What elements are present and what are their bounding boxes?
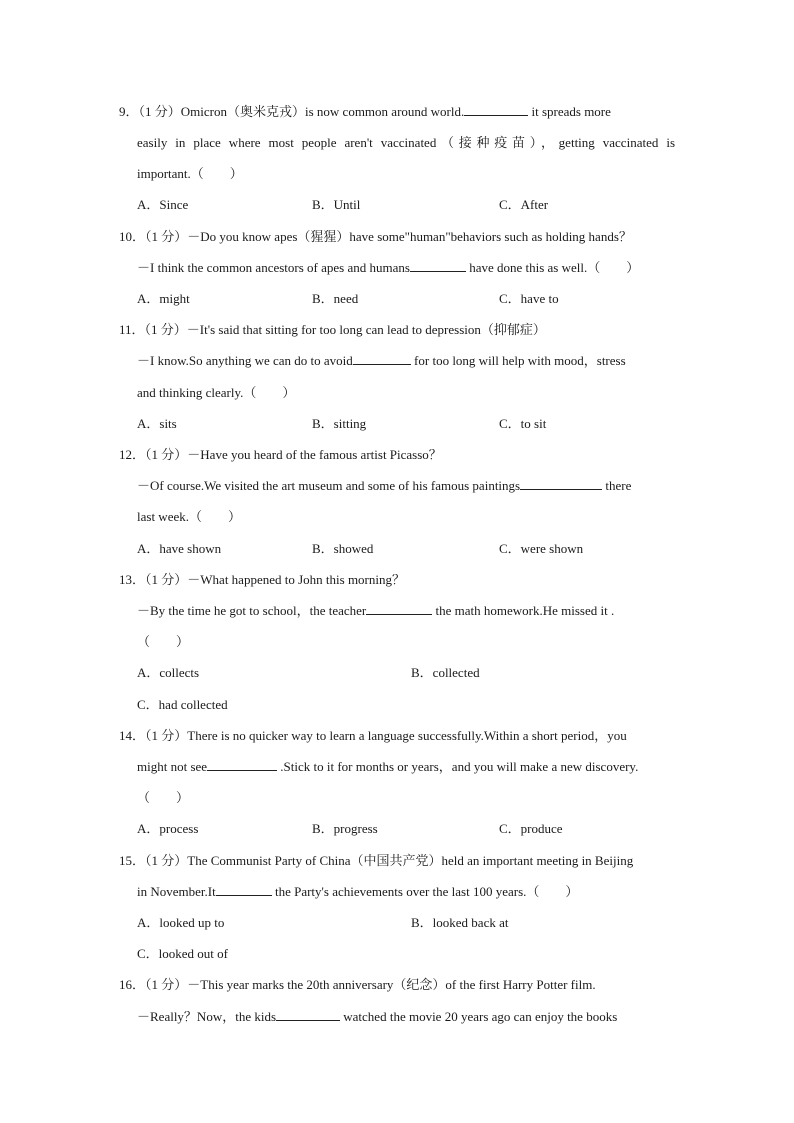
option-b[interactable]: B．showed [312, 541, 374, 556]
option-c[interactable]: C．to sit [499, 416, 547, 431]
answer-blank [410, 260, 466, 272]
option-b[interactable]: B．sitting [312, 416, 367, 431]
question-10-line-2: －I think the common ancestors of apes and humans have done this as well.（ ） [137, 260, 640, 275]
question-11-line-1: 11．（1 分）－It's said that sitting for too long can lead to depression（抑郁症） [119, 322, 546, 337]
question-12-line-1: 12．（1 分）－Have you heard of the famous artist Picasso？ [119, 447, 442, 462]
option-b[interactable]: B．looked back at [411, 915, 509, 930]
question-9-line-1: 9．（1 分）Omicron（奥米克戎）is now common around world. it spreads more [119, 104, 611, 119]
question-12-line-3: last week.（ ） [137, 509, 241, 524]
option-c[interactable]: C．were shown [499, 541, 584, 556]
question-13-line-1: 13．（1 分）－What happened to John this morning？ [119, 572, 405, 587]
question-11-line-3: and thinking clearly.（ ） [137, 385, 296, 400]
answer-blank [216, 884, 272, 896]
question-11-line-2: －I know.So anything we can do to avoid for too long will help with mood，stress [137, 353, 626, 368]
answer-blank [207, 759, 277, 771]
option-a[interactable]: A．might [137, 291, 190, 306]
option-c[interactable]: C．have to [499, 291, 559, 306]
answer-blank [353, 353, 411, 365]
question-15-line-1: 15．（1 分）The Communist Party of China（中国共产党）held an important meeting in Beijing [119, 853, 634, 868]
option-a[interactable]: A．sits [137, 416, 177, 431]
option-b[interactable]: B．Until [312, 197, 361, 212]
option-a[interactable]: A．process [137, 821, 199, 836]
option-c[interactable]: C．produce [499, 821, 563, 836]
option-c[interactable]: C．After [499, 197, 549, 212]
question-15-line-2: in November.It the Party's achievements over the last 100 years.（ ） [137, 884, 579, 899]
answer-blank [276, 1009, 340, 1021]
answer-blank [464, 104, 528, 116]
question-16-line-2: －Really？Now，the kids watched the movie 20 years ago can enjoy the books [137, 1009, 618, 1024]
question-14-line-3: （ ） [137, 790, 190, 805]
question-13-line-2: －By the time he got to school，the teacher the math homework.He missed it . [137, 603, 615, 618]
option-a[interactable]: A．collects [137, 665, 200, 680]
question-12-line-2: －Of course.We visited the art museum and some of his famous paintings there [137, 478, 632, 493]
option-b[interactable]: B．collected [411, 665, 480, 680]
question-14-line-1: 14．（1 分）There is no quicker way to learn a language successfully.Within a short period，you [119, 728, 627, 743]
option-b[interactable]: B．need [312, 291, 359, 306]
question-16-line-1: 16．（1 分）－This year marks the 20th anniversary（纪念）of the first Harry Potter film. [119, 977, 596, 992]
option-c[interactable]: C．had collected [137, 697, 228, 712]
question-9-line-3: important.（ ） [137, 166, 243, 181]
answer-blank [520, 478, 602, 490]
option-c[interactable]: C．looked out of [137, 946, 228, 961]
question-9-line-2: easily in place where most people aren't vaccinated（接种疫苗），getting vaccinated is [137, 135, 675, 150]
question-14-line-2: might not see .Stick to it for months or years，and you will make a new discovery. [137, 759, 639, 774]
question-10-line-1: 10．（1 分）－Do you know apes（猩猩）have some"human"behaviors such as holding hands？ [119, 229, 632, 244]
option-a[interactable]: A．have shown [137, 541, 222, 556]
question-13-line-3: （ ） [137, 634, 190, 649]
option-b[interactable]: B．progress [312, 821, 378, 836]
option-a[interactable]: A．Since [137, 197, 189, 212]
answer-blank [366, 603, 432, 615]
option-a[interactable]: A．looked up to [137, 915, 225, 930]
